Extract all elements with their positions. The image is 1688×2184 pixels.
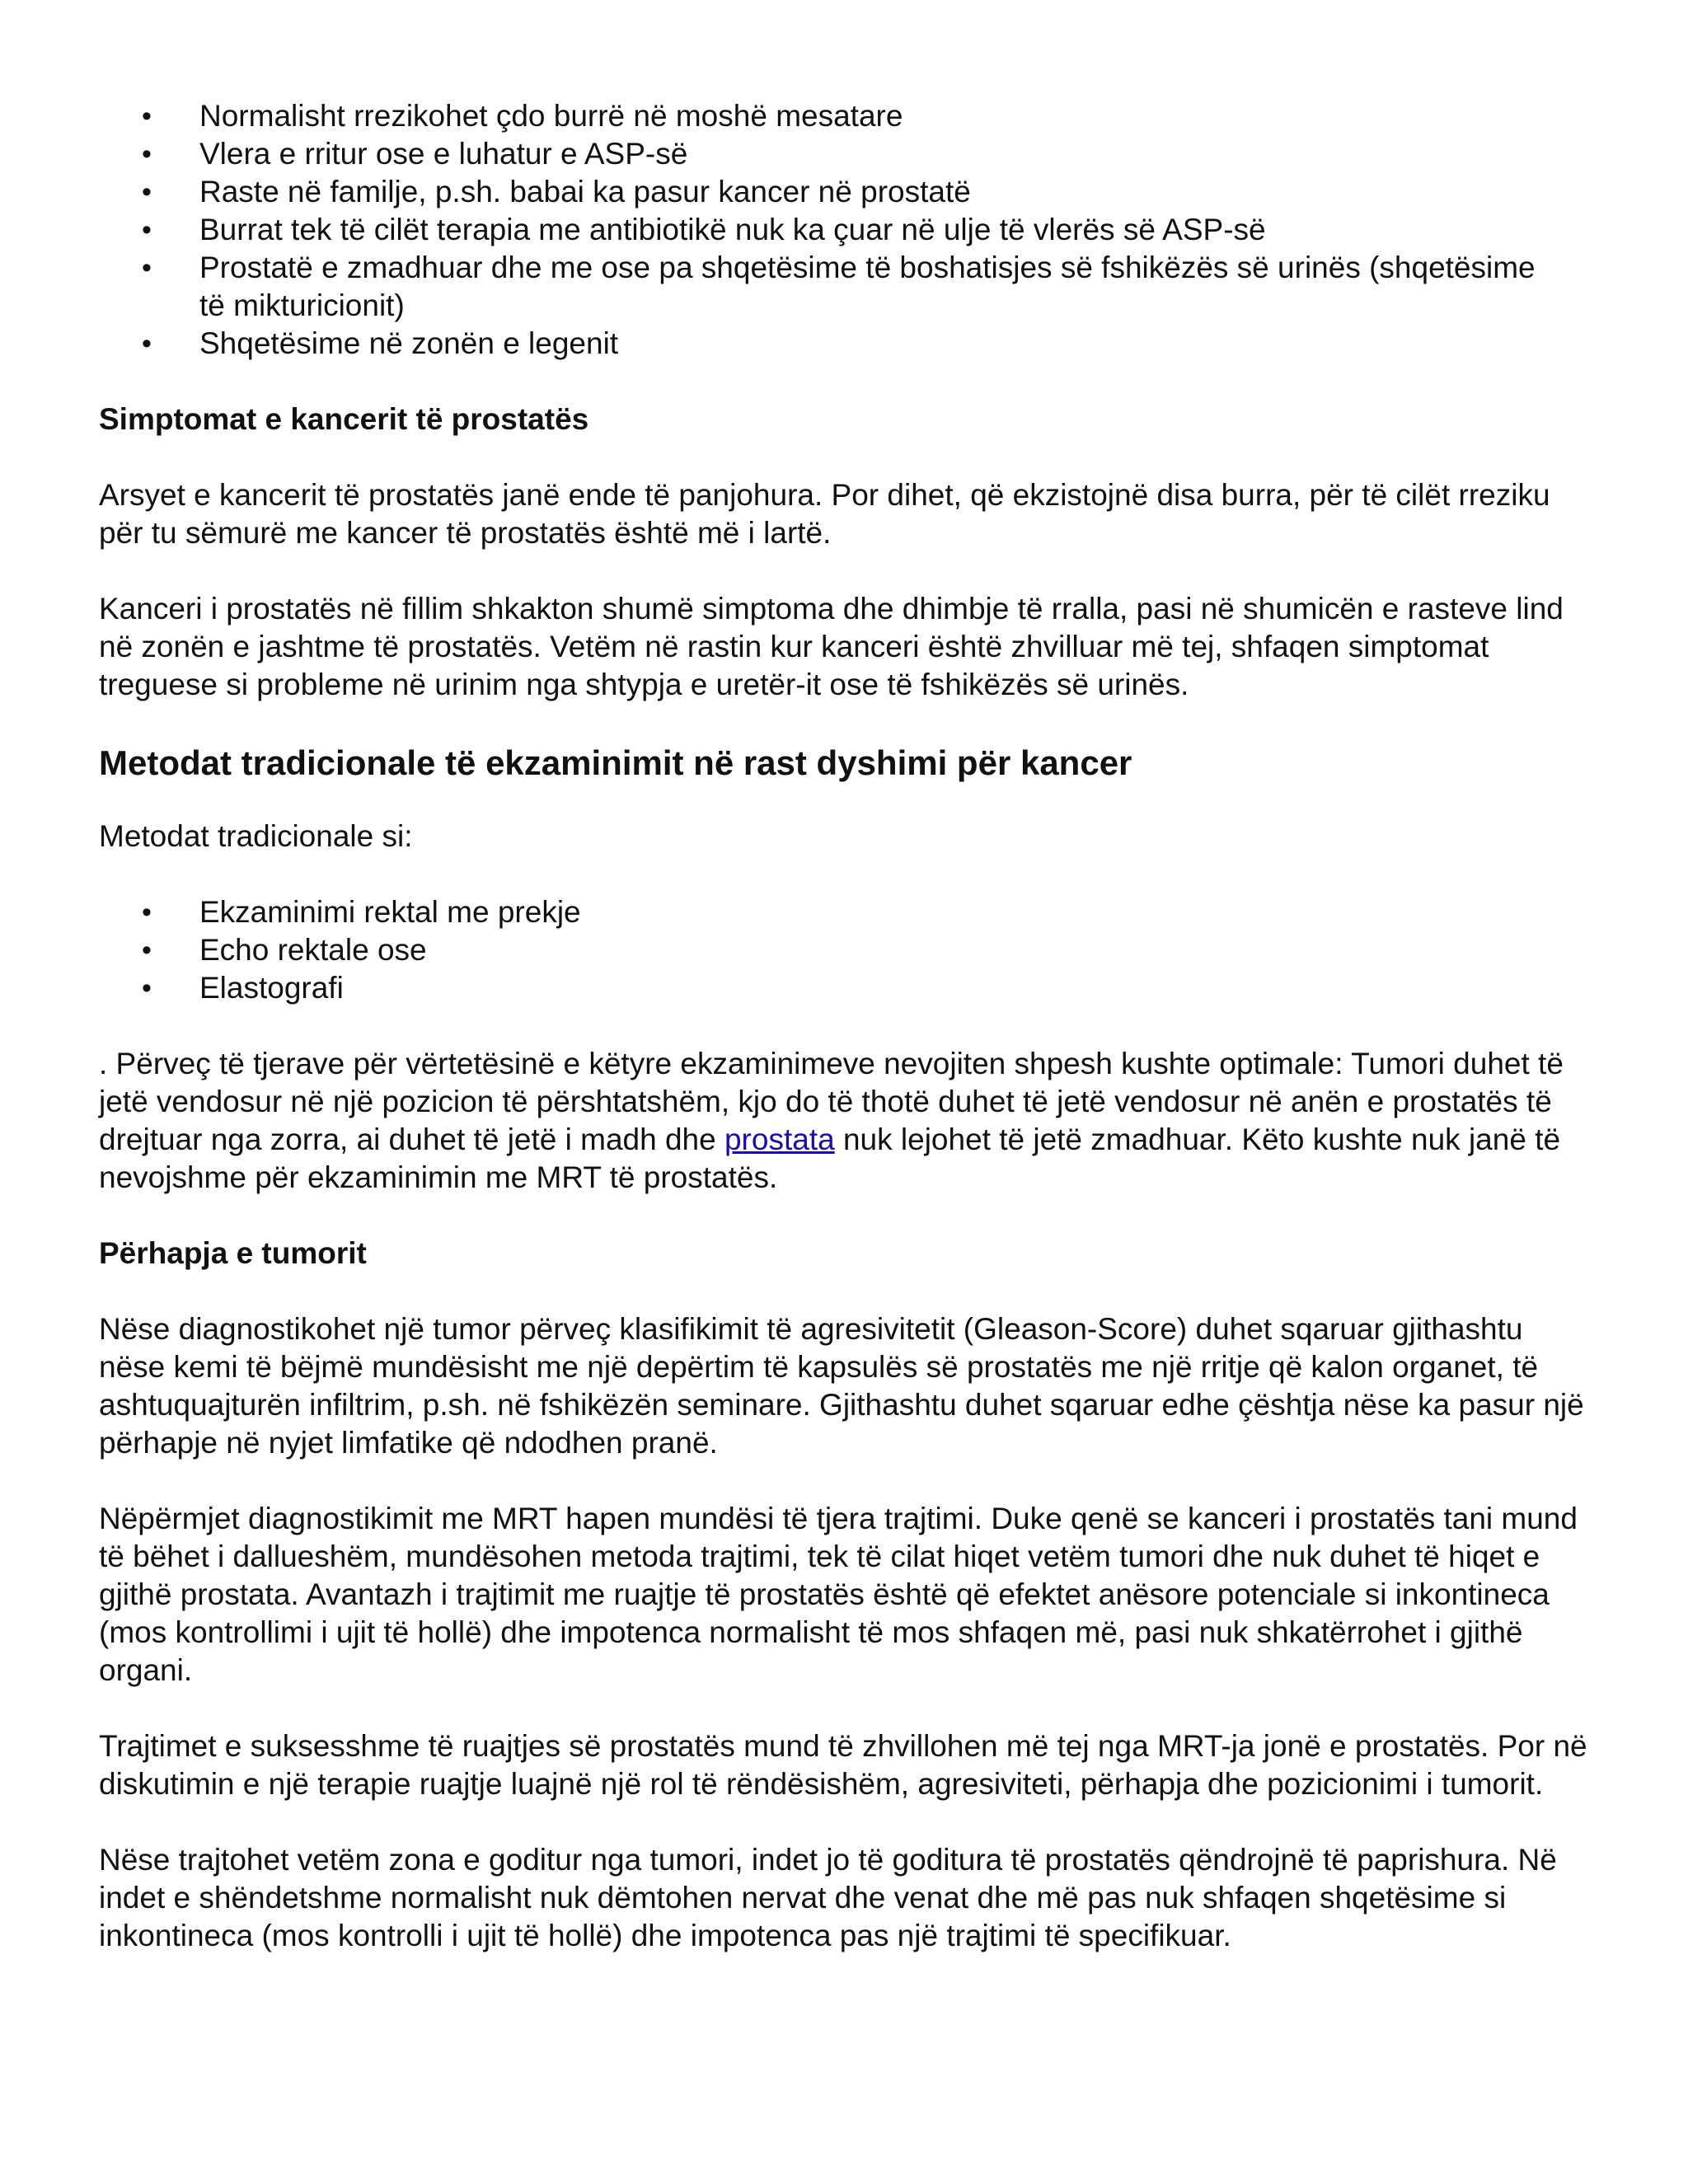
methods-list	[99, 893, 1589, 1007]
list-item: • Elastografi	[199, 969, 1589, 1007]
paragraph: Kanceri i prostatës në fillim shkakton shumë simptoma dhe dhimbje të rralla, pasi në shumicën e rasteve lind në zonën e jashtme të prostatës. Vetëm në rastin kur kanceri është zhvilluar më tej, shfaqen simptomat treguese si probleme në urinim nga shtypja e uretër-it ose të fshikëzës së urinës.	[99, 592, 1564, 701]
paragraph-text: nuk lejohet të jetë zmadhuar. Këto kushte nuk janë të nevojshme për ekzaminimin me MRT të prostatës.	[99, 1122, 1561, 1194]
paragraph-with-link	[99, 1045, 1589, 1197]
paragraph: Arsyet e kancerit të prostatës janë ende të panjohura. Por dihet, që ekzistojnë disa burra, për të cilët rreziku për tu sëmurë me kancer të prostatës është më i lartë.	[99, 478, 1550, 550]
list-item: • Normalisht rrezikohet çdo burrë në moshë mesatare	[199, 97, 1589, 135]
paragraph: Trajtimet e suksesshme të ruajtjes së prostatës mund të zhvillohen më tej nga MRT-ja jonë e prostatës. Por në diskutimin e një terapie ruajtje luajnë një rol të rëndësishëm, agresiviteti, përhapja dhe pozicionimi i tumorit.	[99, 1729, 1587, 1801]
list-item: • Prostatë e zmadhuar dhe me ose pa shqetësime të boshatisjes së fshikëzës së urinës (shqetësime të mikturicionit)	[199, 249, 1589, 325]
list-item: • Echo rektale ose	[199, 931, 1589, 969]
list-item: • Burrat tek të cilët terapia me antibiotikë nuk ka çuar në ulje të vlerës së ASP-së	[199, 211, 1589, 249]
paragraph: Metodat tradicionale si:	[99, 819, 413, 853]
paragraph-text: . Përveç të tjerave për vërtetësinë e këtyre ekzaminimeve nevojiten shpesh kushte optimale: Tumori duhet të jetë vendosur në një pozicion të përshtatshëm, kjo do të thotë duhet të jetë vendosur në anën e prostatës të drejtuar nga zorra, ai duhet të jetë i madh dhe	[99, 1047, 1564, 1156]
list-item: • Raste në familje, p.sh. babai ka pasur kancer në prostatë	[199, 173, 1589, 211]
paragraph: Nëse diagnostikohet një tumor përveç klasifikimit të agresivitetit (Gleason-Score) duhet sqaruar gjithashtu nëse kemi të bëjmë mundësisht me një depërtim të kapsulës së prostatës me një rritje që kalon organet, të ashtuquajturën infiltrim, p.sh. në fshikëzën seminare. Gjithashtu duhet sqaruar edhe çështja nëse ka pasur një përhapje në nyjet limfatike që ndodhen pranë.	[99, 1312, 1584, 1460]
prostata-link[interactable]: prostata	[724, 1122, 835, 1156]
section-heading-spread: Përhapja e tumorit	[99, 1236, 367, 1270]
list-item: • Ekzaminimi rektal me prekje	[199, 893, 1589, 931]
risk-factor-list	[99, 97, 1589, 363]
paragraph: Nëpërmjet diagnostikimit me MRT hapen mundësi të tjera trajtimi. Duke qenë se kanceri i prostatës tani mund të bëhet i dallueshëm, mundësohen metoda trajtimi, tek të cilat hiqet vetëm tumori dhe nuk duhet të hiqet e gjithë prostata. Avantazh i trajtimit me ruajtje të prostatës është që efektet anësore potenciale si inkontineca (mos kontrollimi i ujit të hollë) dhe impotenca normalisht të mos shfaqen më, pasi nuk shkatërrohet i gjithë organi.	[99, 1502, 1578, 1687]
list-item: • Shqetësime në zonën e legenit	[199, 325, 1589, 363]
section-heading-methods: Metodat tradicionale të ekzaminimit në rast dyshimi për kancer	[99, 743, 1132, 782]
list-item: • Vlera e rritur ose e luhatur e ASP-së	[199, 135, 1589, 173]
section-heading-symptoms: Simptomat e kancerit të prostatës	[99, 402, 589, 436]
paragraph: Nëse trajtohet vetëm zona e goditur nga tumori, indet jo të goditura të prostatës qëndrojnë të paprishura. Në indet e shëndetshme normalisht nuk dëmtohen nervat dhe venat dhe më pas nuk shfaqen shqetësime si inkontineca (mos kontrolli i ujit të hollë) dhe impotenca pas një trajtimi të specifikuar.	[99, 1843, 1557, 1952]
